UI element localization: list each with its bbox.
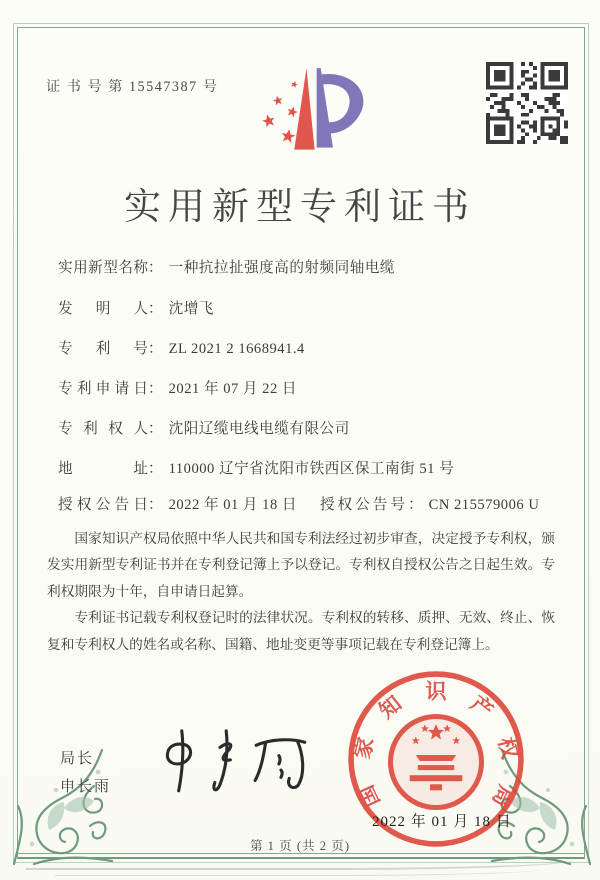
handwritten-signature-icon <box>158 724 313 808</box>
legal-paragraph-2: 专利证书记载专利权登记时的法律状况。专利权的转移、质押、无效、终止、恢复和专利权人的姓名或名称、国籍、地址变更等事项记载在专利登记簿上。 <box>47 610 555 652</box>
field-label: 专利号 <box>58 341 148 357</box>
field-label: 发明人 <box>58 301 148 317</box>
field-value: 2021 年 07 月 22 日 <box>168 381 298 397</box>
field-value: ZL 2021 2 1668941.4 <box>168 341 305 357</box>
qr-code <box>486 62 568 144</box>
field-label: 授权公告日 <box>58 497 148 513</box>
seal-char: 识 <box>425 679 447 704</box>
field-label: 实用新型名称 <box>58 260 148 276</box>
field-row-patentee: 专利权人： 沈阳辽缆电线电缆有限公司 <box>58 417 350 438</box>
field-value: 一种抗拉扯强度高的射频同轴电缆 <box>168 260 396 276</box>
page2-edge-line <box>55 869 545 876</box>
seal-char: 家 <box>350 734 379 762</box>
seal-char: 国 <box>353 781 385 811</box>
seal-char: 权 <box>493 734 522 762</box>
page-number: 第 1 页 (共 2 页) <box>249 839 351 853</box>
legal-paragraph-1: 国家知识产权局依照中华人民共和国专利法经过初步审查，决定授予专利权，颁发实用新型专利证书并在专利登记簿上予以登记。专利权自授权公告之日起生效。专利权期限为十年，自申请日起算。 <box>47 531 555 599</box>
field-value: 沈阳辽缆电线电缆有限公司 <box>168 421 350 437</box>
signatory-title: 局长 <box>60 751 95 767</box>
field-row-grant-date: 授权公告日： 2022 年 01 月 18 日 <box>58 493 297 514</box>
seal-char: 局 <box>487 781 519 811</box>
field-value: 110000 辽宁省沈阳市铁西区保工南街 51 号 <box>168 461 455 477</box>
seal-char: 产 <box>465 691 498 724</box>
field-value: 2022 年 01 月 18 日 <box>168 497 298 513</box>
field-row-patent-number: 专利号： ZL 2021 2 1668941.4 <box>58 337 305 358</box>
field-row-filing-date: 专利申请日： 2021 年 07 月 22 日 <box>58 377 297 398</box>
field-value: 沈增飞 <box>168 301 214 317</box>
seal-char: 知 <box>374 691 407 724</box>
field-row-grant-number: 授权公告号： CN 215579006 U <box>320 497 540 513</box>
cnipa-patent-logo-icon <box>240 58 375 168</box>
field-row-address: 地址： 110000 辽宁省沈阳市铁西区保工南街 51 号 <box>58 457 454 478</box>
seal-date: 2022 年 01 月 18 日 <box>372 814 512 830</box>
legal-text <box>47 526 555 658</box>
field-label: 授权公告号 <box>320 497 408 513</box>
field-value: CN 215579006 U <box>428 497 540 513</box>
field-row-inventor: 发明人： 沈增飞 <box>58 297 214 318</box>
field-label: 专利权人 <box>58 421 148 437</box>
field-label: 专利申请日 <box>58 381 148 397</box>
signatory-name: 申长雨 <box>60 779 112 795</box>
field-label: 地址 <box>58 461 148 477</box>
field-row-name: 实用新型名称： 一种抗拉扯强度高的射频同轴电缆 <box>58 256 395 277</box>
certificate-title: 实用新型专利证书 <box>124 187 476 228</box>
certificate-number: 证 书 号 第 15547387 号 <box>46 79 219 95</box>
